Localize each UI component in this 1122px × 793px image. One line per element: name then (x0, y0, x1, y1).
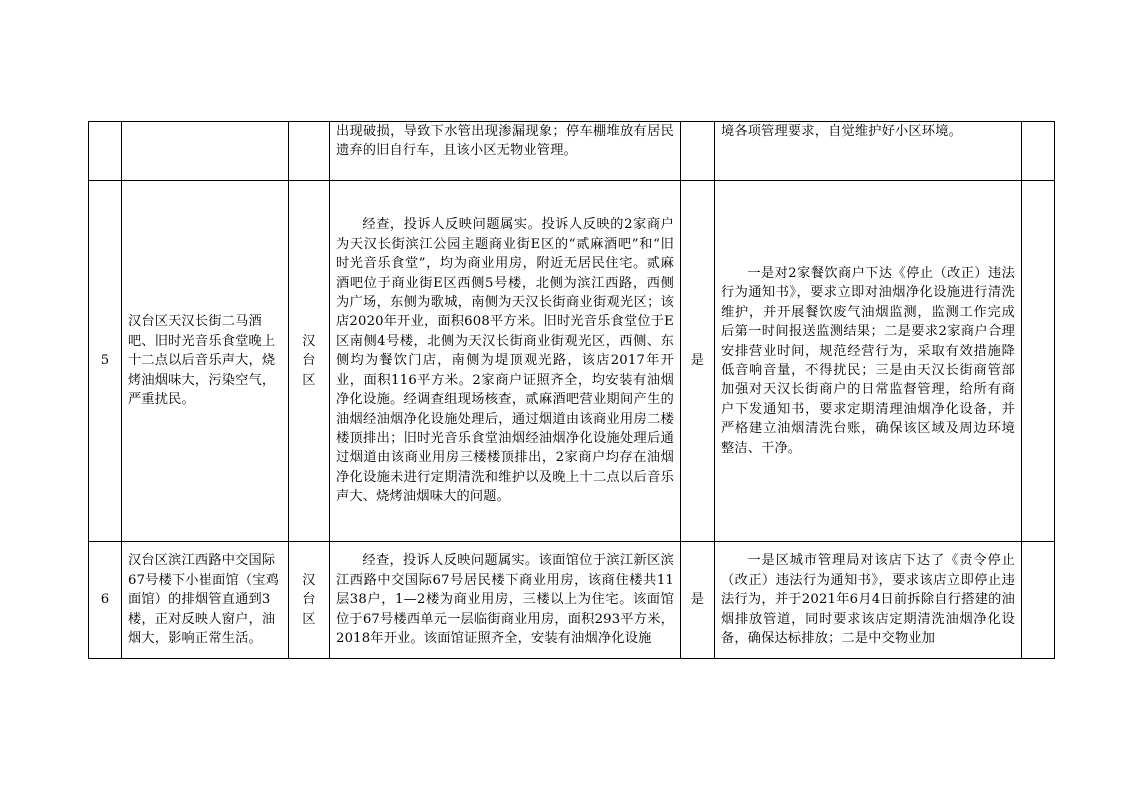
area-char: 区 (302, 372, 316, 388)
row-number (89, 122, 122, 181)
area-cell (289, 181, 330, 542)
action-cell (715, 181, 1022, 542)
is-true-cell: 是 (681, 181, 715, 542)
extra-cell (1022, 542, 1055, 659)
area-cell (289, 542, 330, 659)
issue-cell: 汉台区天汉长街二马酒吧、旧时光音乐食堂晚上十二点以后音乐声大，烧烤油烟味大，污染空气，严重扰民。 (122, 181, 289, 542)
issue-cell (122, 122, 289, 181)
action-cell (715, 122, 1022, 181)
action-text: 境各项管理要求，自觉维护好小区环境。 (721, 124, 962, 139)
finding-cell (330, 122, 681, 181)
is-true-cell: 是 (681, 542, 715, 659)
finding-text: 经查，投诉人反映问题属实。投诉人反映的2家商户为天汉长街滨江公园主题商业街E区的“贰麻酒吧”和“旧时光音乐食堂”，均为商业用房，附近无居民住宅。贰麻酒吧位于商业街E区西侧5号楼，北侧为滨江西路，西侧为广场，东侧为歌城，南侧为天汉长街商业街观光区；该店2020年开业，面积608平方米。旧时光音乐食堂位于E区南侧4号楼，北侧为天汉长街商业街观光区，西侧、东侧均为餐饮门店，南侧为堤顶观光路，该店2017年开业，面积116平方米。2家商户证照齐全，均安装有油烟净化设施。经调查组现场核查，贰麻酒吧营业期间产生的油烟经油烟净化设施处理后，通过烟道由该商业用房二楼楼顶排出；旧时光音乐食堂油烟经油烟净化设施处理后通过烟道由该商业用房三楼楼顶排出，2家商户均存在油烟净化设施未进行定期清洗和维护以及晚上十二点以后音乐声大、烧烤油烟味大的问题。 (336, 217, 674, 505)
extra-cell (1022, 122, 1055, 181)
area-char: 汉 (302, 333, 316, 349)
action-text: 一是区城市管理局对该店下达了《责令停止（改正）违法行为通知书》，要求该店立即停止违法行为，并于2021年6月4日前拆除自行搭建的油烟排放管道，同时要求该店定期清洗油烟净化设备，确保达标排放；二是中交物业加 (721, 553, 1015, 647)
finding-cell (330, 181, 681, 542)
issue-cell: 汉台区滨江西路中交国际67号楼下小崔面馆（宝鸡面馆）的排烟管直通到3楼，正对反映人窗户，油烟大，影响正常生活。 (122, 542, 289, 659)
action-text: 一是对2家餐饮商户下达《停止（改正）违法行为通知书》，要求立即对油烟净化设施进行清洗维护，并开展餐饮废气油烟监测，监测工作完成后第一时间报送监测结果；二是要求2家商户合理安排营业时间，规范经营行为，采取有效措施降低音响音量，不得扰民；三是由天汉长街商管部加强对天汉长街商户的日常监督管理，给所有商户下发通知书，要求定期清理油烟净化设备，并严格建立油烟清洗台账，确保该区域及周边环境整洁、干净。 (721, 265, 1015, 456)
extra-cell (1022, 181, 1055, 542)
area-cell (289, 122, 330, 181)
table-row (89, 122, 1055, 181)
is-true-cell (681, 122, 715, 181)
area-char: 区 (302, 611, 316, 627)
complaint-table (88, 121, 1055, 659)
row-number: 5 (89, 181, 122, 542)
finding-cell (330, 542, 681, 659)
table-row (89, 542, 1055, 659)
row-number: 6 (89, 542, 122, 659)
area-char: 台 (302, 353, 316, 369)
finding-text: 出现破损，导致下水管出现渗漏现象；停车棚堆放有居民遗弃的旧自行车，且该小区无物业管理。 (336, 124, 674, 159)
finding-text: 经查，投诉人反映问题属实。该面馆位于滨江新区滨江西路中交国际67号居民楼下商业用房，该商住楼共11层38户，1—2楼为商业用房，三楼以上为住宅。该面馆位于67号楼西单元一层临街商业用房，面积293平方米，2018年开业。该面馆证照齐全，安装有油烟净化设施 (336, 553, 674, 647)
area-char: 台 (302, 592, 316, 608)
area-char: 汉 (302, 572, 316, 588)
table-row (89, 181, 1055, 542)
action-cell (715, 542, 1022, 659)
